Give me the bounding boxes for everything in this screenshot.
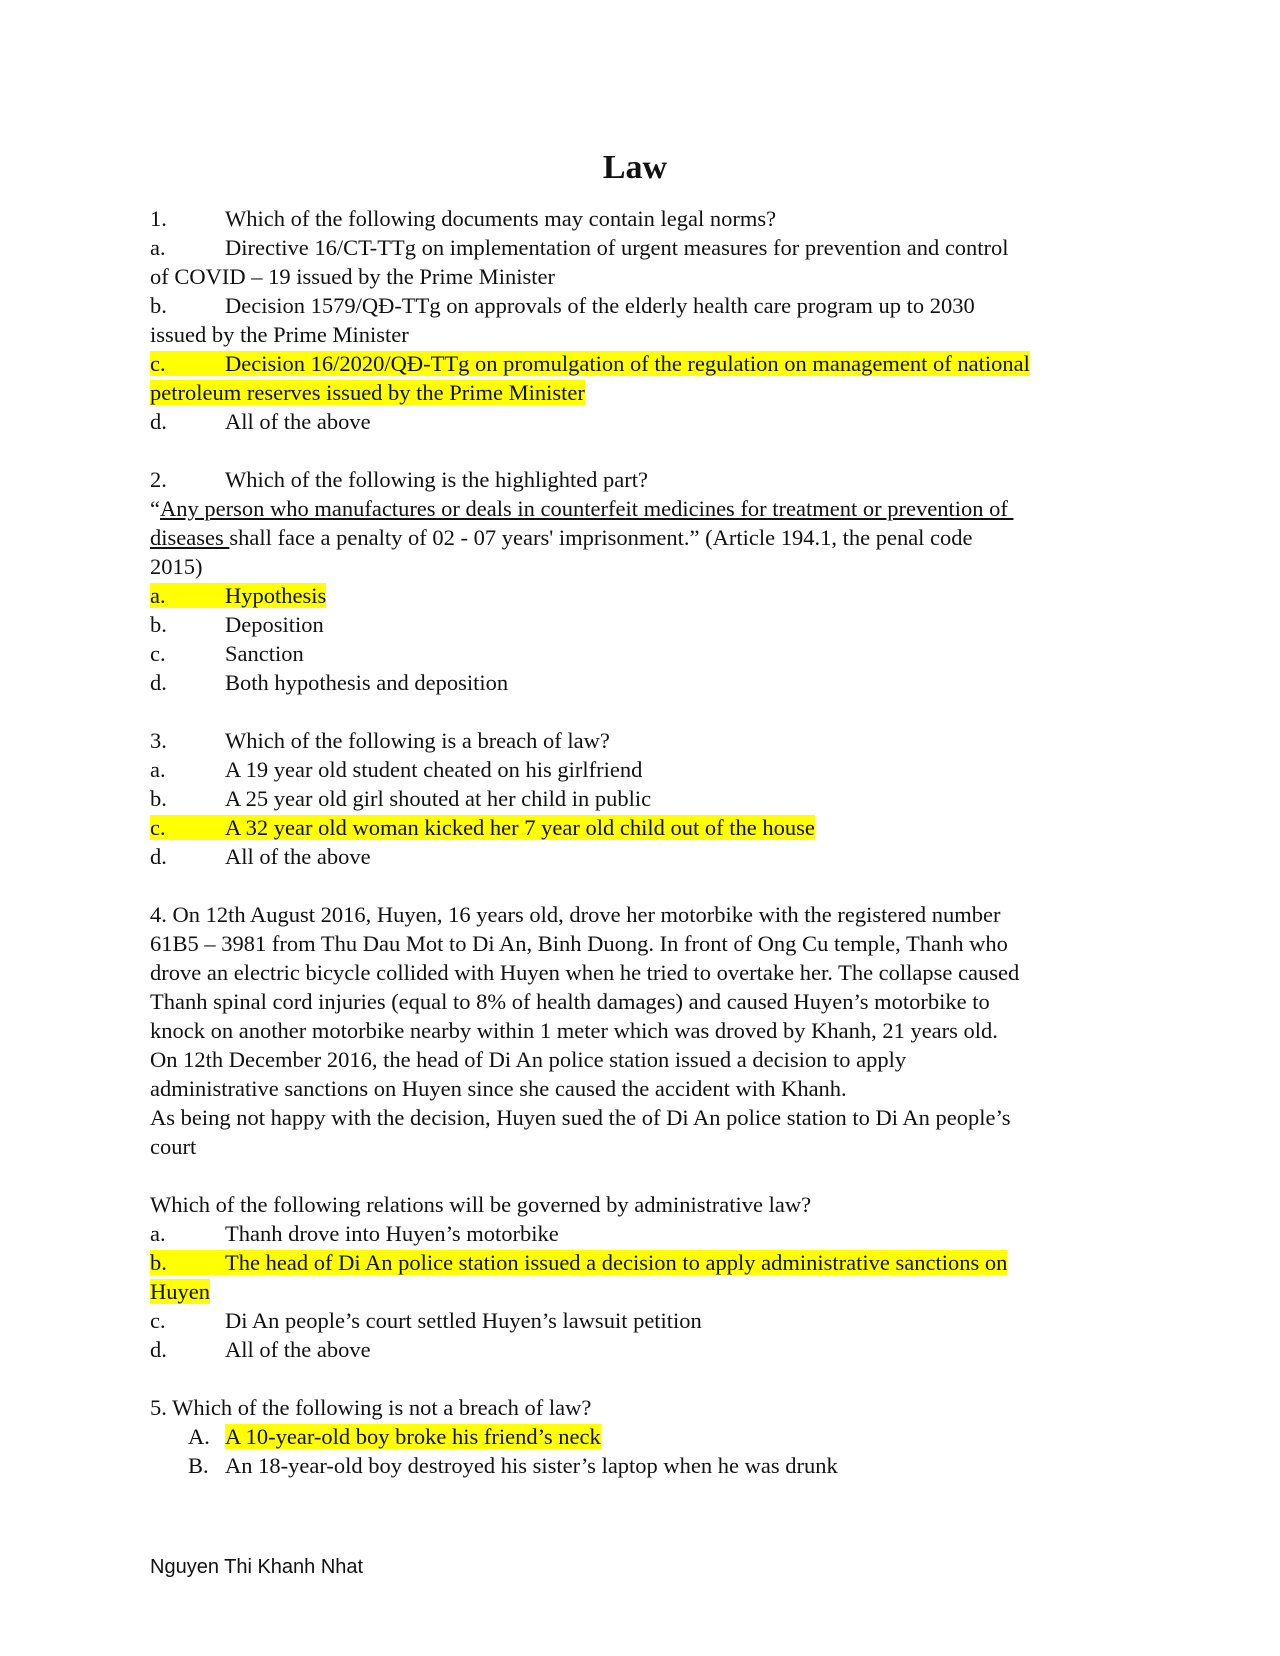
scenario-line: court: [150, 1134, 197, 1159]
question-number: 3.: [150, 728, 167, 753]
scenario-line: On 12th December 2016, the head of Di An police station issued a decision to apply: [150, 1047, 907, 1072]
option-text-highlighted-cont: Huyen: [150, 1279, 210, 1304]
scenario-line: knock on another motorbike nearby within 1 meter which was droved by Khanh, 21 years old.: [150, 1018, 998, 1043]
quote-underlined-cont: diseases: [150, 525, 230, 550]
option-text: Deposition: [225, 612, 324, 637]
quote-end: 2015): [150, 554, 203, 579]
question-text: Which of the following is a breach of law?: [225, 728, 610, 753]
question-text: Which of the following is the highlighted part?: [225, 467, 649, 492]
option-text-highlighted-cont: petroleum reserves issued by the Prime Minister: [150, 380, 585, 405]
option-text: Decision 1579/QĐ-TTg on approvals of the elderly health care program up to 2030: [225, 293, 975, 318]
question-2: [150, 465, 1120, 697]
option-label: b.: [150, 786, 167, 811]
option-text: An 18-year-old boy destroyed his sister’s laptop when he was drunk: [225, 1453, 838, 1478]
scenario-line: 4. On 12th August 2016, Huyen, 16 years old, drove her motorbike with the registered number: [150, 902, 1001, 927]
question-5: [150, 1393, 1120, 1480]
option-text: All of the above: [225, 844, 371, 869]
option-label: c.: [150, 641, 166, 666]
question-1: [150, 204, 1120, 436]
option-label: B.: [188, 1453, 209, 1478]
option-text-cont: issued by the Prime Minister: [150, 322, 409, 347]
question-text: 5. Which of the following is not a breach of law?: [150, 1395, 592, 1420]
option-label: d.: [150, 1337, 167, 1362]
option-text-highlighted: Decision 16/2020/QĐ-TTg on promulgation of the regulation on management of national: [225, 351, 1030, 376]
option-label: a.: [150, 1221, 166, 1246]
question-number: 2.: [150, 467, 167, 492]
option-text-cont: of COVID – 19 issued by the Prime Minister: [150, 264, 555, 289]
quote-underlined: Any person who manufactures or deals in counterfeit medicines for treatment or prevention of: [160, 496, 1014, 521]
option-text-highlighted: Hypothesis: [225, 583, 327, 608]
option-label: d.: [150, 844, 167, 869]
option-text: A 19 year old student cheated on his girlfriend: [225, 757, 643, 782]
option-text: Di An people’s court settled Huyen’s lawsuit petition: [225, 1308, 702, 1333]
option-label: d.: [150, 409, 167, 434]
question-number: 1.: [150, 206, 167, 231]
option-label: b.: [150, 612, 167, 637]
option-label: c.: [150, 1308, 166, 1333]
option-label-highlighted: c.: [150, 351, 166, 376]
scenario-line: Thanh spinal cord injuries (equal to 8% of health damages) and caused Huyen’s motorbike to: [150, 989, 990, 1014]
option-text: Thanh drove into Huyen’s motorbike: [225, 1221, 559, 1246]
scenario-line: drove an electric bicycle collided with Huyen when he tried to overtake her. The collapse caused: [150, 960, 1020, 985]
quote-open: “: [150, 496, 160, 521]
option-text-highlighted: The head of Di An police station issued a decision to apply administrative sanctions on: [225, 1250, 1008, 1275]
option-label-highlighted: b.: [150, 1250, 167, 1275]
option-text: All of the above: [225, 409, 371, 434]
document-page: [150, 148, 1120, 1480]
option-text-highlighted: A 32 year old woman kicked her 7 year old child out of the house: [225, 815, 815, 840]
footer-author: Nguyen Thi Khanh Nhat: [150, 1556, 364, 1578]
option-label: a.: [150, 757, 166, 782]
question-4: [150, 900, 1120, 1364]
option-text-highlighted: A 10-year-old boy broke his friend’s neck: [225, 1424, 601, 1449]
question-text: Which of the following relations will be governed by administrative law?: [150, 1192, 812, 1217]
option-text: Directive 16/CT-TTg on implementation of urgent measures for prevention and control: [225, 235, 1009, 260]
scenario-line: As being not happy with the decision, Huyen sued the of Di An police station to Di An people’s: [150, 1105, 1011, 1130]
option-label: d.: [150, 670, 167, 695]
option-label: b.: [150, 293, 167, 318]
option-text: A 25 year old girl shouted at her child in public: [225, 786, 652, 811]
option-label-highlighted: c.: [150, 815, 166, 840]
option-label-highlighted: a.: [150, 583, 166, 608]
option-label: A.: [188, 1424, 210, 1449]
page-title: Law: [602, 149, 668, 186]
option-text: All of the above: [225, 1337, 371, 1362]
option-text: Sanction: [225, 641, 304, 666]
option-text: Both hypothesis and deposition: [225, 670, 509, 695]
scenario-line: 61B5 – 3981 from Thu Dau Mot to Di An, Binh Duong. In front of Ong Cu temple, Thanh who: [150, 931, 1008, 956]
question-3: [150, 726, 1120, 871]
question-text: Which of the following documents may contain legal norms?: [225, 206, 777, 231]
scenario-line: administrative sanctions on Huyen since she caused the accident with Khanh.: [150, 1076, 847, 1101]
quote-rest: shall face a penalty of 02 - 07 years' imprisonment.” (Article 194.1, the penal code: [229, 525, 973, 550]
option-label: a.: [150, 235, 166, 260]
